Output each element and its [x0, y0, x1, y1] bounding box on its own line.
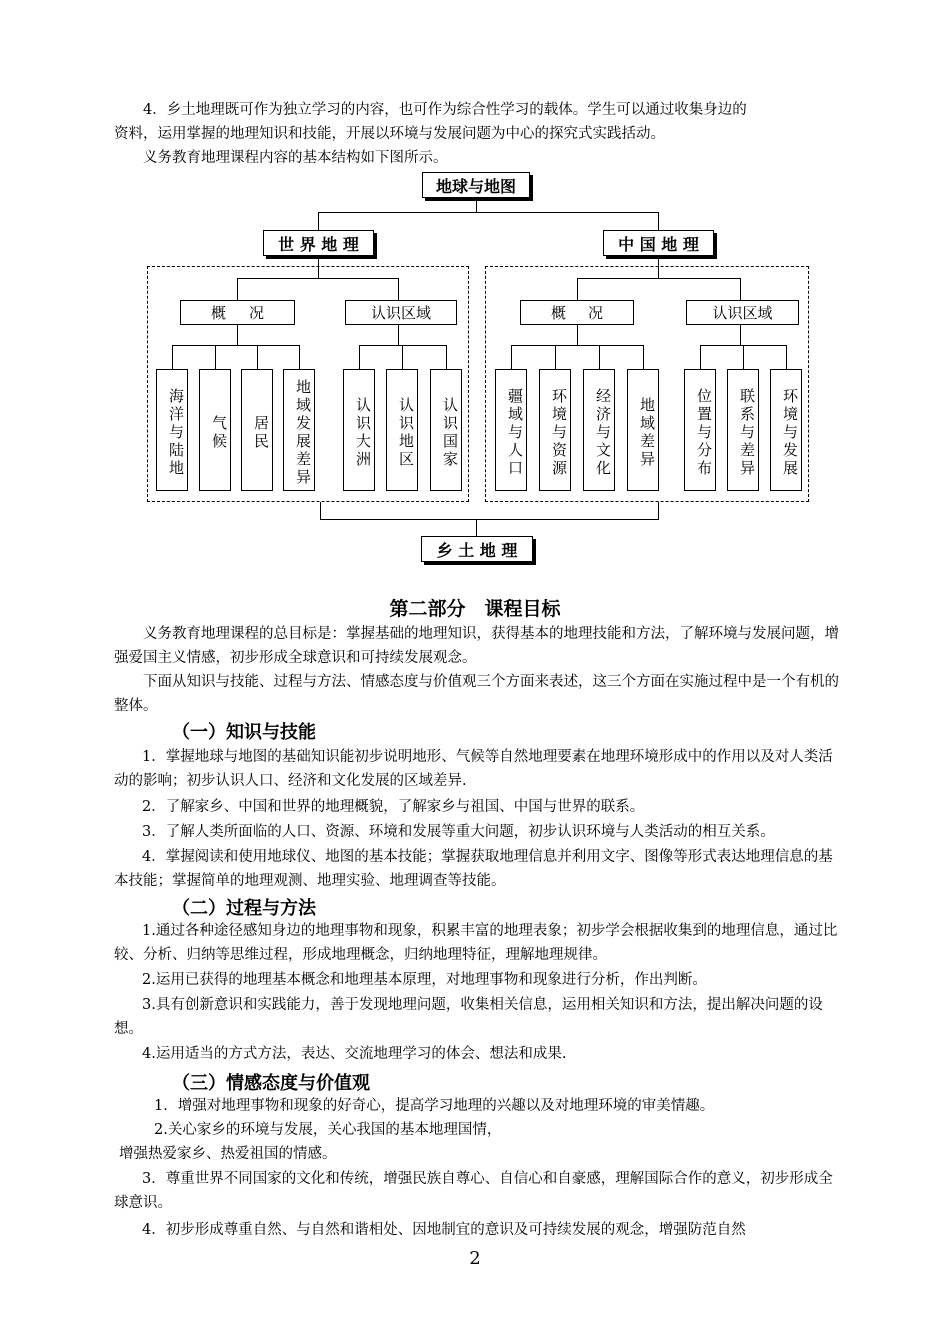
connector: [398, 325, 399, 345]
connector: [511, 345, 644, 346]
china-overview-box: [520, 300, 634, 325]
connector: [577, 278, 578, 300]
china-geography-box: 中 国 地 理: [603, 230, 714, 256]
page-number: 2: [469, 1248, 481, 1269]
part2-goal-paragraph: 义务教育地理课程的总目标是：掌握基础的地理知识，获得基本的地理技能和方法，了解环境与发展问题，增强爱国主义情感，初步形成全球意识和可持续发展观念。: [114, 626, 839, 666]
attitude-item-2a: 2.关心家乡的环境与发展，关心我国的基本地理国情，: [154, 1122, 502, 1138]
leaf-economy-culture: 经济与文化: [583, 369, 615, 491]
connector: [299, 345, 300, 369]
world-geography-box: 世 界 地 理: [263, 230, 374, 256]
section-attitude-heading: （三）情感态度与价值观: [172, 1073, 370, 1094]
leaf-continents: 认识大洲: [343, 369, 375, 491]
connector: [359, 345, 360, 369]
connector: [658, 212, 659, 230]
connector: [215, 345, 216, 369]
knowledge-item-1: 1．掌握地球与地图的基础知识能初步说明地形、气候等自然地理要素在地理环境形成中的作用以及对人类活动的影响；初步认识人口、经济和文化发展的区域差异.: [114, 749, 833, 789]
process-item-2: 2.运用已获得的地理基本概念和地理基本原理，对地理事物和现象进行分析，作出判断。: [142, 972, 707, 988]
world-overview-label-2: 况: [248, 304, 264, 322]
knowledge-item-3: 3．了解人类所面临的人口、资源、环境和发展等重大问题，初步认识环境与人类活动的相互关系。: [142, 824, 775, 840]
attitude-item-4: 4．初步形成尊重自然、与自然和谐相处、因地制宜的意识及可持续发展的观念，增强防范自然: [142, 1222, 746, 1238]
attitude-item-3: 3．尊重世界不同国家的文化和传统，增强民族自尊心、自信心和自豪感，理解国际合作的意义，初步形成全球意识。: [114, 1171, 833, 1211]
connector: [476, 519, 477, 536]
leaf-residents: 居民: [241, 369, 273, 491]
intro-item4-line2: 资料，运用掌握的地理知识和技能，开展以环境与发展问题为中心的探究式实践括动。: [114, 126, 665, 142]
diagram-intro: 义务教育地理课程内容的基本结构如下图所示。: [143, 150, 448, 166]
diagram-top-box: 地球与地图: [422, 172, 530, 198]
connector: [743, 345, 744, 369]
attitude-item-1: 1．增强对地理事物和现象的好奇心，提高学习地理的兴趣以及对地理环境的审美情趣。: [154, 1098, 715, 1114]
connector: [318, 212, 659, 213]
china-regions-box: 认识区域: [686, 300, 799, 325]
section-knowledge-heading: （一）知识与技能: [172, 722, 316, 743]
connector: [577, 325, 578, 345]
connector: [318, 212, 319, 230]
connector: [740, 325, 741, 345]
connector: [446, 345, 447, 369]
connector: [172, 345, 300, 346]
part2-title: 第二部分 课程目标: [389, 598, 561, 620]
connector: [237, 278, 399, 279]
leaf-environment-development: 环境与发展: [770, 369, 802, 491]
connector: [237, 278, 238, 300]
connector: [320, 502, 321, 519]
leaf-regional-differences: 地域差异: [627, 369, 659, 491]
china-overview-label-2: 况: [587, 304, 603, 322]
connector: [599, 345, 600, 369]
process-item-1: 1.通过各种途径感知身边的地理事物和现象，积累丰富的地理表象；初步学会根据收集到的地理信息，通过比较、分析、归纳等思维过程，形成地理概念，归纳地理特征，理解地理规律。: [114, 923, 838, 963]
connector: [555, 345, 556, 369]
connector: [257, 345, 258, 369]
connector: [511, 345, 512, 369]
leaf-connection-difference: 联系与差异: [727, 369, 759, 491]
china-overview-label-1: 概: [551, 304, 567, 322]
connector: [740, 278, 741, 300]
leaf-ocean-land: 海洋与陆地: [156, 369, 188, 491]
connector: [476, 198, 477, 212]
leaf-climate: 气候: [199, 369, 231, 491]
connector: [643, 345, 644, 369]
connector: [658, 256, 659, 278]
connector: [402, 345, 403, 369]
world-regions-box: 认识区域: [345, 300, 457, 325]
connector: [320, 519, 659, 520]
connector: [172, 345, 173, 369]
knowledge-item-4: 4．掌握阅读和使用地球仪、地图的基本技能；掌握获取地理信息并利用文字、图像等形式表达地理信息的基本技能；掌握简单的地理观测、地理实验、地理调查等技能。: [114, 849, 833, 889]
leaf-countries: 认识国家: [430, 369, 462, 491]
world-overview-box: [180, 300, 295, 325]
leaf-territory-population: 疆域与人口: [495, 369, 527, 491]
part2-structure-paragraph: 下面从知识与技能、过程与方法、情感态度与价值观三个方面来表述，这三个方面在实施过程中是一个有机的整体。: [114, 674, 839, 714]
connector: [658, 502, 659, 519]
process-item-3: 3.具有创新意识和实践能力，善于发现地理问题，收集相关信息，运用相关知识和方法，提出解决问题的设想。: [114, 997, 823, 1037]
leaf-environment-resources: 环境与资源: [539, 369, 571, 491]
connector: [318, 256, 319, 278]
leaf-regional-development: 地域发展差异: [283, 369, 315, 491]
intro-item4-line1: 4．乡土地理既可作为独立学习的内容，也可作为综合性学习的载体。学生可以通过收集身边的: [143, 102, 747, 118]
leaf-location-distribution: 位置与分布: [684, 369, 716, 491]
connector: [398, 278, 399, 300]
process-item-4: 4.运用适当的方式方法，表达、交流地理学习的体会、想法和成果.: [142, 1046, 567, 1062]
attitude-item-2b: 增强热爱家乡、热爱祖国的情感。: [119, 1146, 337, 1162]
connector: [237, 325, 238, 345]
connector: [700, 345, 701, 369]
leaf-areas: 认识地区: [386, 369, 418, 491]
knowledge-item-2: 2．了解家乡、中国和世界的地理概貌，了解家乡与祖国、中国与世界的联系。: [142, 799, 645, 815]
connector: [577, 278, 741, 279]
connector: [786, 345, 787, 369]
local-geography-box: 乡 土 地 理: [421, 536, 533, 562]
section-process-heading: （二）过程与方法: [172, 898, 316, 919]
world-overview-label-1: 概: [211, 304, 227, 322]
